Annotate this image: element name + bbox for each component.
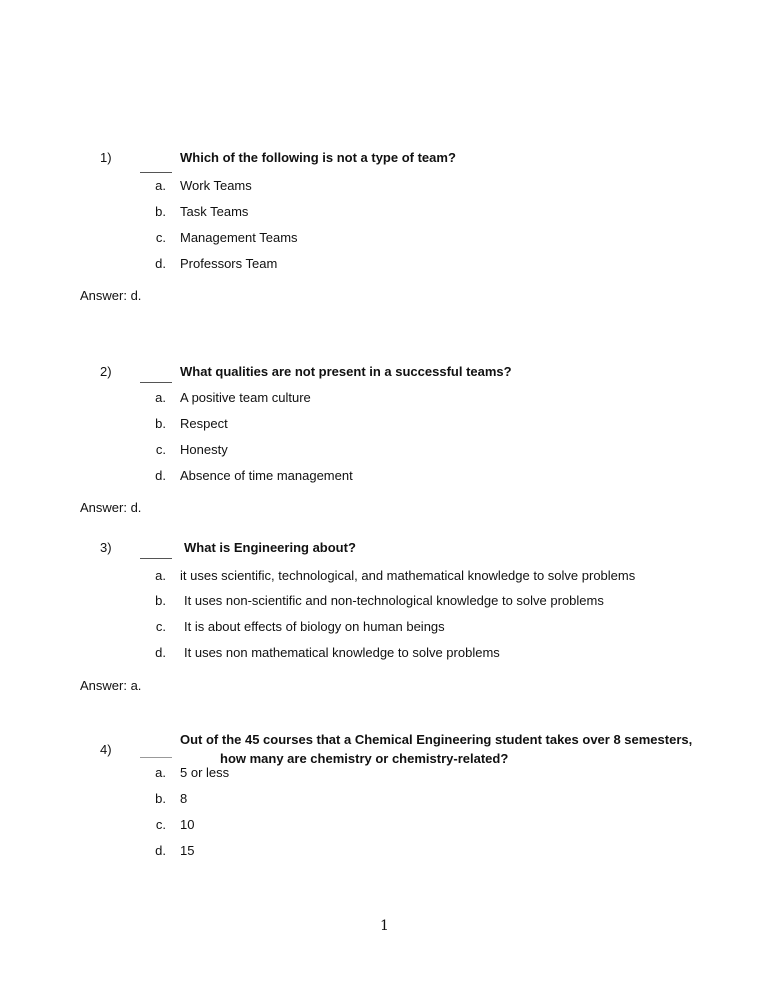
option-letter: b. xyxy=(155,204,166,219)
question-number: 3) xyxy=(100,540,112,555)
option-letter: d. xyxy=(155,256,166,271)
question-text: Which of the following is not a type of team? xyxy=(180,150,456,165)
option-text: A positive team culture xyxy=(180,390,311,405)
question-number: 1) xyxy=(100,150,112,165)
option-letter: d. xyxy=(155,843,166,858)
option-text: 15 xyxy=(180,843,195,858)
option-letter: a. xyxy=(155,390,166,405)
option-text: Respect xyxy=(180,416,228,431)
option-letter: d. xyxy=(155,468,166,483)
option-text: 8 xyxy=(180,791,188,806)
option-text: it uses scientific, technological, and mathematical knowledge to solve problems xyxy=(180,568,636,583)
option-text: Absence of time management xyxy=(180,468,353,483)
option-letter: c. xyxy=(155,230,166,245)
question-text-line2: how many are chemistry or chemistry-related? xyxy=(220,751,509,766)
option-text: It uses non mathematical knowledge to solve problems xyxy=(184,645,500,660)
answer-blank xyxy=(140,172,172,173)
option-text: Task Teams xyxy=(180,204,249,219)
option-letter: c. xyxy=(155,619,166,634)
option-letter: c. xyxy=(155,817,166,832)
answer-blank xyxy=(140,558,172,559)
option-letter: a. xyxy=(155,765,166,780)
answer-blank xyxy=(140,757,172,758)
option-text: Management Teams xyxy=(180,230,298,245)
answer-text: Answer: a. xyxy=(80,678,142,693)
option-text: It uses non-scientific and non-technological knowledge to solve problems xyxy=(184,593,604,608)
page-number: 1 xyxy=(380,918,389,934)
option-letter: d. xyxy=(155,645,166,660)
question-number: 2) xyxy=(100,364,112,379)
answer-text: Answer: d. xyxy=(80,500,142,515)
option-letter: c. xyxy=(155,442,166,457)
option-text: It is about effects of biology on human beings xyxy=(184,619,445,634)
answer-blank xyxy=(140,382,172,383)
option-text: Work Teams xyxy=(180,178,252,193)
option-text: 10 xyxy=(180,817,195,832)
option-text: Professors Team xyxy=(180,256,278,271)
answer-text: Answer: d. xyxy=(80,288,142,303)
option-letter: b. xyxy=(155,593,166,608)
question-number: 4) xyxy=(100,742,112,757)
option-text: 5 or less xyxy=(180,765,230,780)
option-letter: a. xyxy=(155,178,166,193)
question-text-line1: Out of the 45 courses that a Chemical Engineering student takes over 8 semesters, xyxy=(180,732,693,747)
option-letter: a. xyxy=(155,568,166,583)
option-letter: b. xyxy=(155,791,166,806)
option-text: Honesty xyxy=(180,442,228,457)
question-text: What is Engineering about? xyxy=(184,540,356,555)
question-text: What qualities are not present in a successful teams? xyxy=(180,364,512,379)
option-letter: b. xyxy=(155,416,166,431)
